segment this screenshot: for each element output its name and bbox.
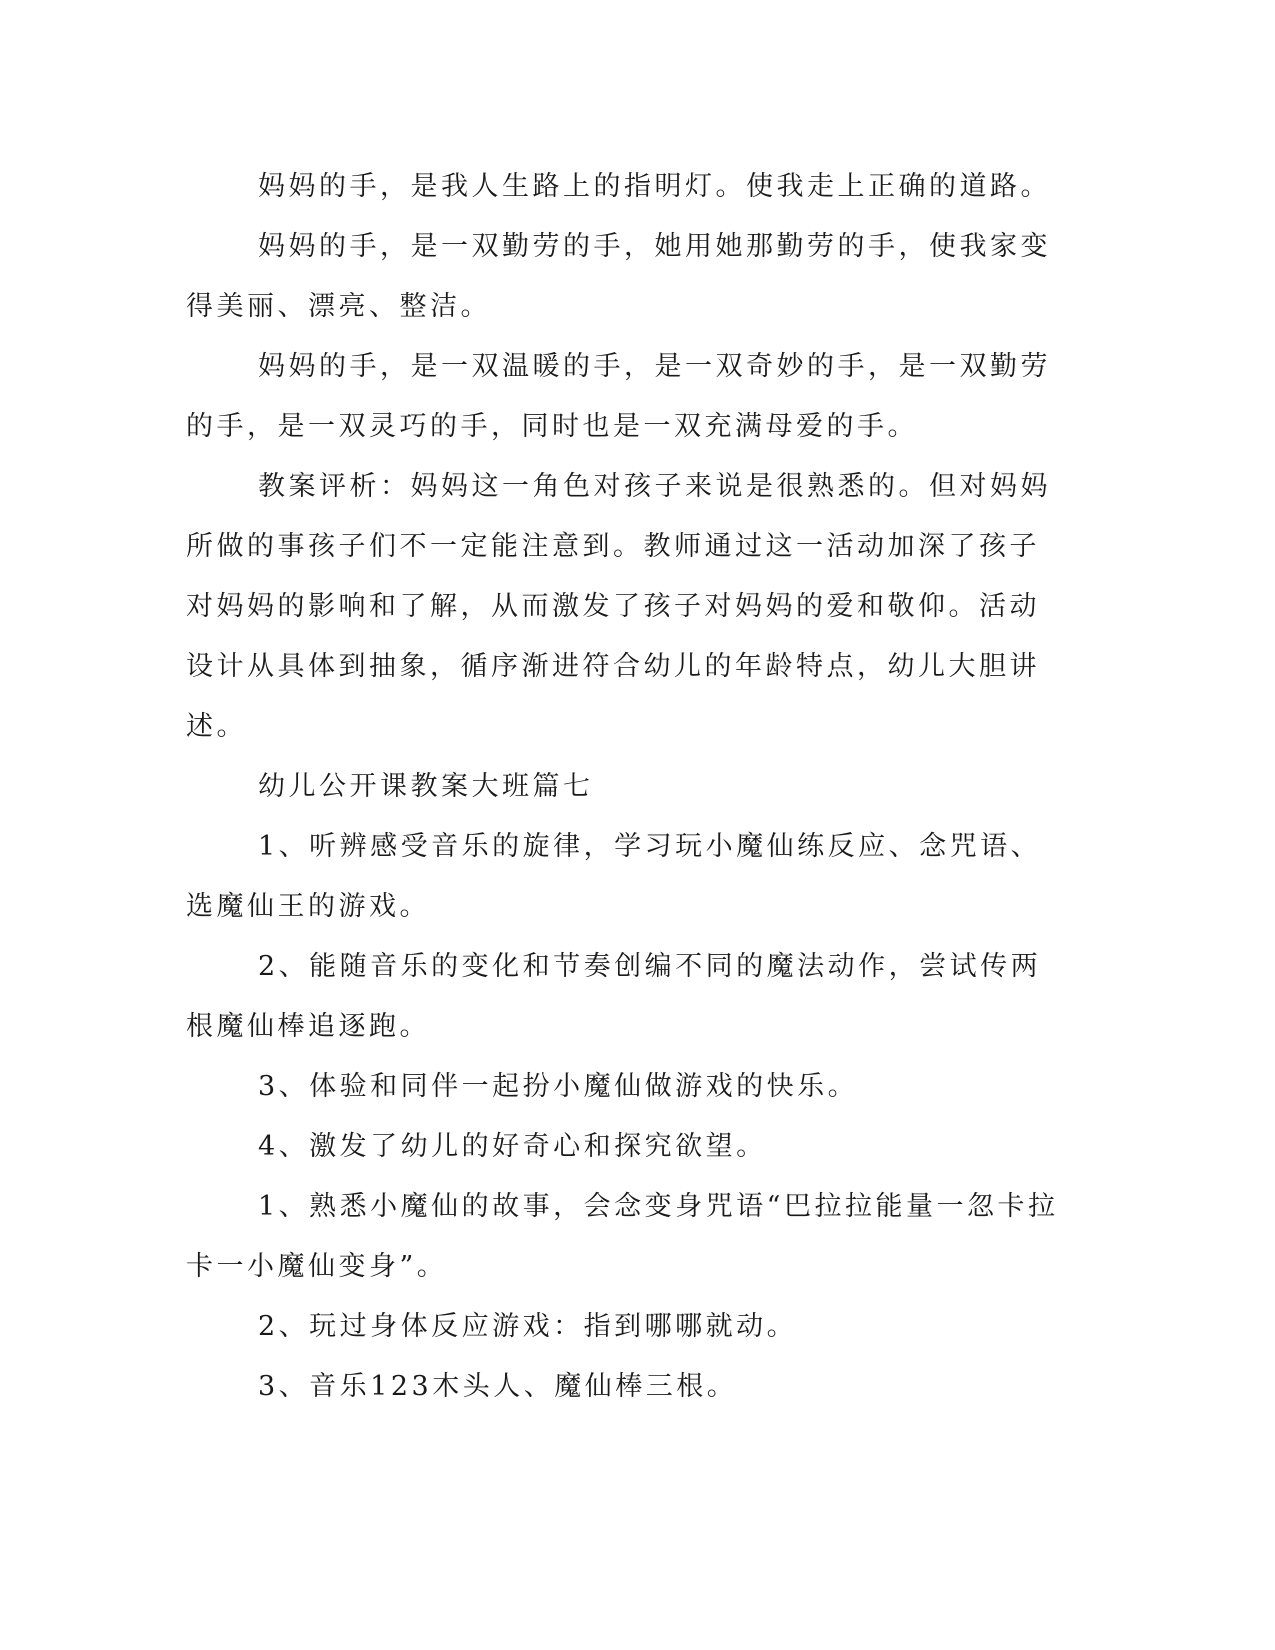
paragraph-hands-warm: 妈妈的手，是一双温暖的手，是一双奇妙的手，是一双勤劳的手，是一双灵巧的手，同时也是一双充满母爱的手。 <box>186 351 1051 442</box>
preparation-item-2: 2、玩过身体反应游戏：指到哪哪就动。 <box>258 1311 798 1342</box>
paragraph-hands-guiding-light: 妈妈的手，是我人生路上的指明灯。使我走上正确的道路。 <box>258 171 1051 202</box>
section-heading: 幼儿公开课教案大班篇七 <box>258 771 594 802</box>
goal-item-2: 2、能随音乐的变化和节奏创编不同的魔法动作，尝试传两根魔仙棒追逐跑。 <box>186 951 1042 1042</box>
preparation-item-1: 1、熟悉小魔仙的故事，会念变身咒语“巴拉拉能量一忽卡拉卡一小魔仙变身”。 <box>186 1191 1059 1282</box>
preparation-item-3: 3、音乐123木头人、魔仙棒三根。 <box>258 1371 738 1402</box>
goal-item-3: 3、体验和同伴一起扮小魔仙做游戏的快乐。 <box>258 1071 859 1102</box>
paragraph-hands-hardworking: 妈妈的手，是一双勤劳的手，她用她那勤劳的手，使我家变得美丽、漂亮、整洁。 <box>186 231 1051 322</box>
paragraph-lesson-evaluation: 教案评析：妈妈这一角色对孩子来说是很熟悉的。但对妈妈所做的事孩子们不一定能注意到。教师通过这一活动加深了孩子对妈妈的影响和了解，从而激发了孩子对妈妈的爱和敬仰。活动设计从具体到抽象，循序渐进符合幼儿的年龄特点，幼儿大胆讲述。 <box>186 471 1051 742</box>
document-body <box>186 157 1066 1417</box>
goal-item-4: 4、激发了幼儿的好奇心和探究欲望。 <box>258 1131 767 1162</box>
goal-item-1: 1、听辨感受音乐的旋律，学习玩小魔仙练反应、念咒语、选魔仙王的游戏。 <box>186 831 1042 922</box>
